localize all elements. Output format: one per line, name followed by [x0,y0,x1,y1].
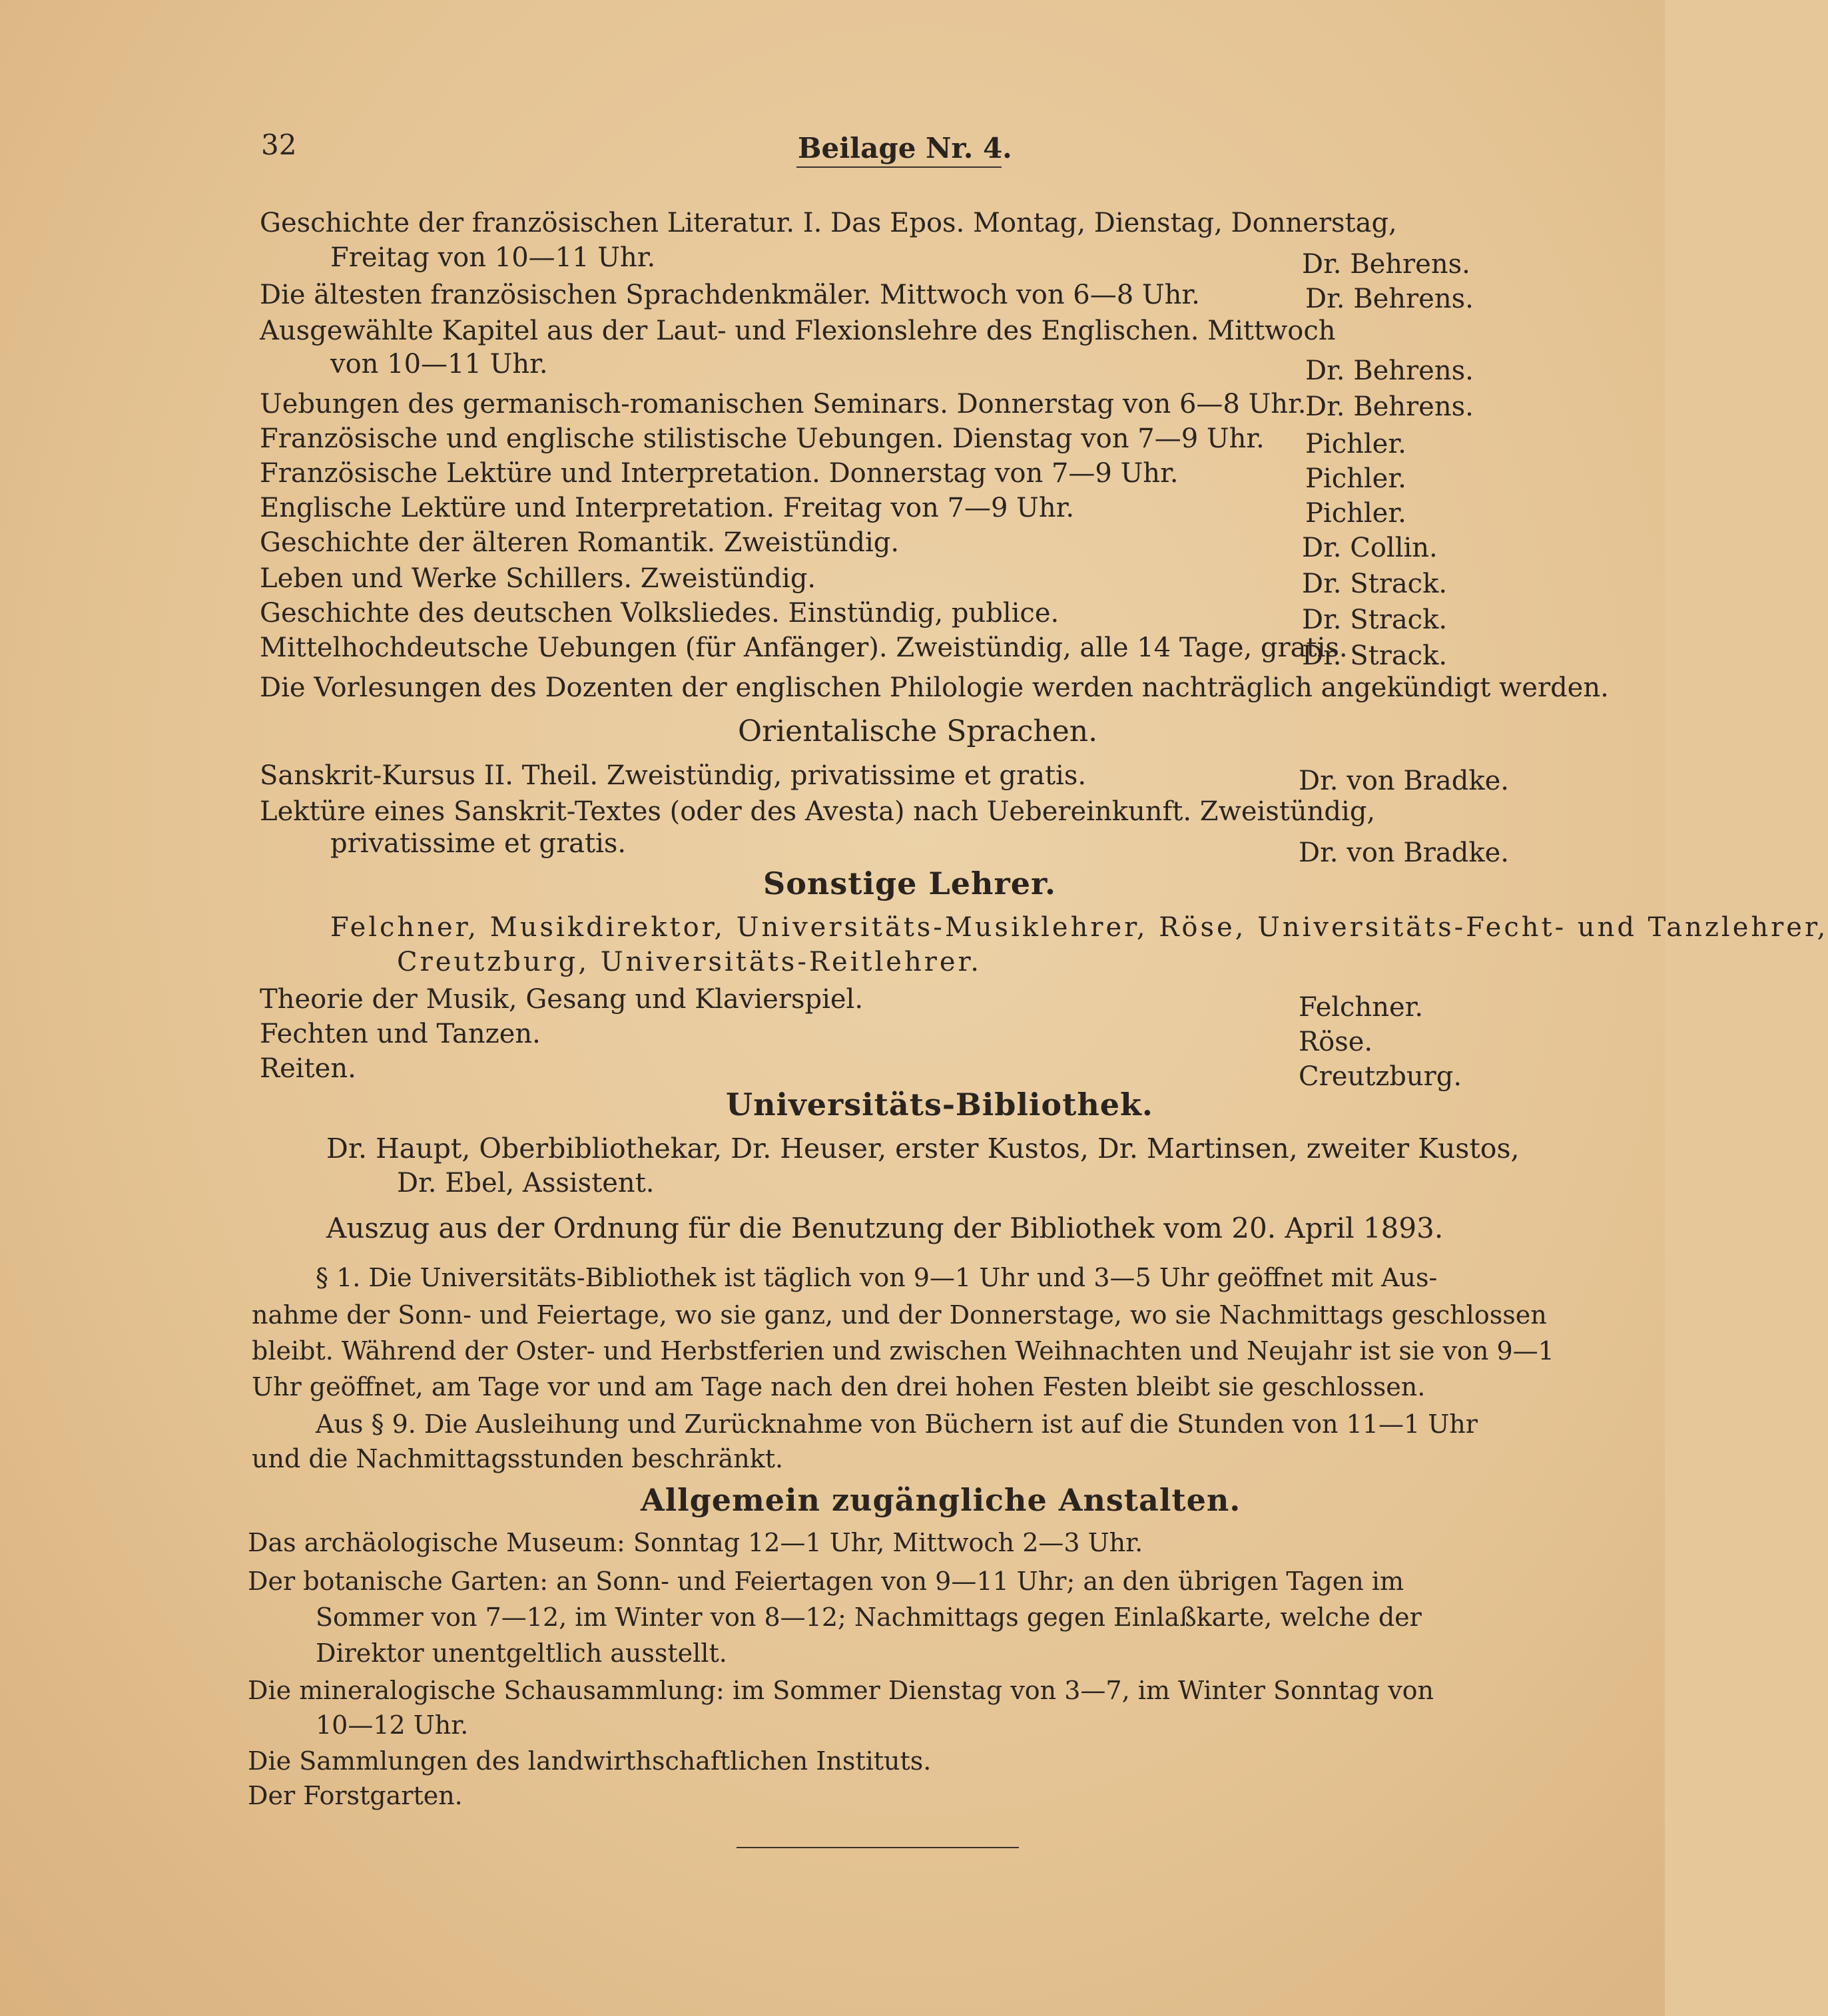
lecture-1-cont: Freitag von 10—11 Uhr. [330,242,656,273]
teachers-item-2: Fechten und Tanzen. [260,1019,541,1049]
lecture-5-lecturer: Pichler. [1305,429,1406,459]
lecture-5: Französische und englische stilistische Uebungen. Dienstag von 7—9 Uhr. [260,423,1265,454]
oriental-heading: Orientalische Sprachen. [738,714,1098,748]
teachers-item-3: Reiten. [260,1053,356,1084]
teachers-staff-line2: Creutzburg, Universitäts-Reitlehrer. [397,947,982,977]
teachers-item-1: Theorie der Musik, Gesang und Klavierspiel. [260,984,864,1015]
library-staff-line2: Dr. Ebel, Assistent. [397,1168,655,1198]
page-number: 32 [261,128,297,161]
library-para2-line1: Aus § 9. Die Ausleihung und Zurücknahme von Büchern ist auf die Stunden von 11—1 Uhr [316,1409,1478,1439]
oriental-item-1-lecturer: Dr. von Bradke. [1299,766,1509,796]
lecture-11: Mittelhochdeutsche Uebungen (für Anfänger). Zweistündig, alle 14 Tage, gratis. [260,632,1348,663]
library-para1-line1: § 1. Die Universitäts-Bibliothek ist täglich von 9—1 Uhr und 3—5 Uhr geöffnet mit Aus- [316,1263,1438,1292]
lecture-6: Französische Lektüre und Interpretation. Donnerstag von 7—9 Uhr. [260,458,1179,489]
institutions-line1: Das archäologische Museum: Sonntag 12—1 Uhr, Mittwoch 2—3 Uhr. [248,1528,1143,1557]
teachers-staff-line1: Felchner, Musikdirektor, Universitäts-Musiklehrer, Röse, Universitäts-Fecht- und Tanzlehrer, [330,912,1828,943]
library-para1-line4: Uhr geöffnet, am Tage vor und am Tage nach den drei hohen Festen bleibt sie geschlossen. [252,1372,1426,1401]
library-heading: Universitäts-Bibliothek. [726,1087,1153,1123]
lecture-6-lecturer: Pichler. [1305,463,1406,494]
institutions-heading: Allgemein zugängliche Anstalten. [641,1482,1241,1518]
lecture-10: Geschichte des deutschen Volksliedes. Einstündig, publice. [260,598,1060,629]
library-para1-line3: bleibt. Während der Oster- und Herbstferien und zwischen Weihnachten und Neujahr ist sie von 9—1 [252,1336,1554,1366]
lecture-9: Leben und Werke Schillers. Zweistündig. [260,563,816,594]
oriental-item-2: Lektüre eines Sanskrit-Textes (oder des Avesta) nach Uebereinkunft. Zweistündig, [260,796,1376,827]
lecture-2: Die ältesten französischen Sprachdenkmäler. Mittwoch von 6—8 Uhr. [260,280,1200,310]
lecture-7: Englische Lektüre und Interpretation. Freitag von 7—9 Uhr. [260,493,1075,523]
header-rule [796,166,1002,168]
oriental-item-1: Sanskrit-Kursus II. Theil. Zweistündig, privatissime et gratis. [260,760,1087,791]
english-note: Die Vorlesungen des Dozenten der englischen Philologie werden nachträglich angekündigt werden. [260,672,1609,703]
lecture-2-lecturer: Dr. Behrens. [1305,284,1474,314]
institutions-line4: Direktor unentgeltlich ausstellt. [316,1638,727,1668]
lecture-9-lecturer: Dr. Strack. [1302,569,1448,599]
lecture-3-lecturer: Dr. Behrens. [1305,356,1474,386]
teachers-item-3-lecturer: Creutzburg. [1299,1061,1462,1092]
institutions-line3: Sommer von 7—12, im Winter von 8—12; Nachmittags gegen Einlaßkarte, welche der [316,1603,1422,1632]
lecture-11-lecturer: Dr. Strack. [1302,640,1448,671]
header-title: Beilage Nr. 4. [798,132,1012,164]
library-para2-line2: und die Nachmittagsstunden beschränkt. [252,1444,784,1473]
oriental-item-2-lecturer: Dr. von Bradke. [1299,838,1509,868]
teachers-item-2-lecturer: Röse. [1299,1027,1373,1057]
footer-rule [737,1847,1019,1848]
teachers-item-1-lecturer: Felchner. [1299,992,1424,1023]
institutions-line5: Die mineralogische Schausammlung: im Sommer Dienstag von 3—7, im Winter Sonntag von [248,1676,1434,1705]
lecture-3: Ausgewählte Kapitel aus der Laut- und Flexionslehre des Englischen. Mittwoch [260,316,1336,346]
lecture-4: Uebungen des germanisch-romanischen Seminars. Donnerstag von 6—8 Uhr. [260,389,1307,419]
institutions-line7: Die Sammlungen des landwirthschaftlichen Instituts. [248,1746,932,1776]
lecture-8: Geschichte der älteren Romantik. Zweistündig. [260,527,900,558]
lecture-7-lecturer: Pichler. [1305,498,1406,529]
institutions-line8: Der Forstgarten. [248,1781,463,1810]
lecture-8-lecturer: Dr. Collin. [1302,533,1438,563]
lecture-3-cont: von 10—11 Uhr. [330,349,548,379]
lecture-4-lecturer: Dr. Behrens. [1305,391,1474,422]
lecture-1: Geschichte der französischen Literatur. I. Das Epos. Montag, Dienstag, Donnerstag, [260,208,1397,238]
institutions-line2: Der botanische Garten: an Sonn- und Feiertagen von 9—11 Uhr; an den übrigen Tagen im [248,1567,1404,1596]
oriental-item-2-cont: privatissime et gratis. [330,828,627,859]
lecture-10-lecturer: Dr. Strack. [1302,605,1448,635]
library-staff-line1: Dr. Haupt, Oberbibliothekar, Dr. Heuser, erster Kustos, Dr. Martinsen, zweiter Kustos, [326,1133,1520,1164]
library-excerpt-title: Auszug aus der Ordnung für die Benutzung der Bibliothek vom 20. April 1893. [326,1212,1444,1244]
library-para1-line2: nahme der Sonn- und Feiertage, wo sie ganz, und der Donnerstage, wo sie Nachmittags geschlossen [252,1300,1547,1330]
lecture-1-lecturer: Dr. Behrens. [1302,249,1470,280]
institutions-line6: 10—12 Uhr. [316,1710,469,1740]
teachers-heading: Sonstige Lehrer. [763,866,1056,901]
